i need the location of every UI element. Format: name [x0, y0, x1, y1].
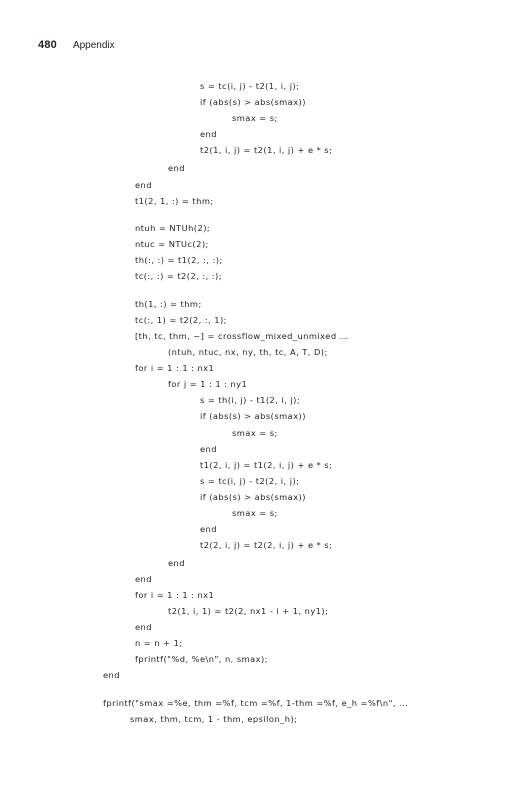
code-line: end — [135, 574, 152, 584]
code-line: end — [168, 163, 185, 173]
code-line: end — [200, 129, 217, 139]
code-line: tc(:, 1) = t2(2, :, 1); — [135, 315, 227, 325]
code-line: for i = 1 : 1 : nx1 — [135, 590, 215, 600]
code-line: end — [135, 622, 152, 632]
code-line: th(1, :) = thm; — [135, 299, 202, 309]
code-line: end — [168, 558, 185, 568]
code-line: [th, tc, thm, ~] = crossflow_mixed_unmixed ... — [135, 331, 349, 341]
code-line: t2(1, i, j) = t2(1, i, j) + e * s; — [200, 145, 333, 155]
code-line: end — [135, 180, 152, 190]
code-line: if (abs(s) > abs(smax)) — [200, 411, 306, 421]
code-line: (ntuh, ntuc, nx, ny, th, tc, A, T, D); — [168, 347, 328, 357]
code-line: for j = 1 : 1 : ny1 — [168, 379, 248, 389]
code-line: smax, thm, tcm, 1 - thm, epsilon_h); — [130, 714, 298, 724]
code-line: n = n + 1; — [135, 638, 183, 648]
code-line: for i = 1 : 1 : nx1 — [135, 363, 215, 373]
code-line: fprintf("smax =%e, thm =%f, tcm =%f, 1-thm =%f, e_h =%f\n", ... — [103, 698, 409, 708]
code-line: end — [200, 444, 217, 454]
code-line: if (abs(s) > abs(smax)) — [200, 492, 306, 502]
code-line: smax = s; — [232, 508, 278, 518]
code-line: t1(2, i, j) = t1(2, i, j) + e * s; — [200, 460, 333, 470]
code-line: t2(1, i, 1) = t2(2, nx1 - i + 1, ny1); — [168, 606, 329, 616]
page-number: 480 — [38, 39, 57, 51]
code-line: fprintf("%d, %e\n", n, smax); — [135, 654, 268, 664]
code-line: end — [103, 670, 120, 680]
code-line: t2(2, i, j) = t2(2, i, j) + e * s; — [200, 540, 333, 550]
section-title: Appendix — [72, 40, 115, 51]
code-line: smax = s; — [232, 113, 278, 123]
code-line: if (abs(s) > abs(smax)) — [200, 97, 306, 107]
code-line: s = tc(i, j) - t2(1, i, j); — [200, 81, 300, 91]
code-line: tc(:, :) = t2(2, :, :); — [135, 271, 222, 281]
code-line: end — [200, 524, 217, 534]
code-line: th(:, :) = t1(2, :, :); — [135, 255, 223, 265]
code-line: ntuc = NTUc(2); — [135, 239, 209, 249]
code-line: s = th(i, j) - t1(2, i, j); — [200, 395, 301, 405]
code-line: smax = s; — [232, 428, 278, 438]
code-line: t1(2, 1, :) = thm; — [135, 196, 214, 206]
code-line: s = tc(i, j) - t2(2, i, j); — [200, 476, 300, 486]
code-line: ntuh = NTUh(2); — [135, 223, 211, 233]
